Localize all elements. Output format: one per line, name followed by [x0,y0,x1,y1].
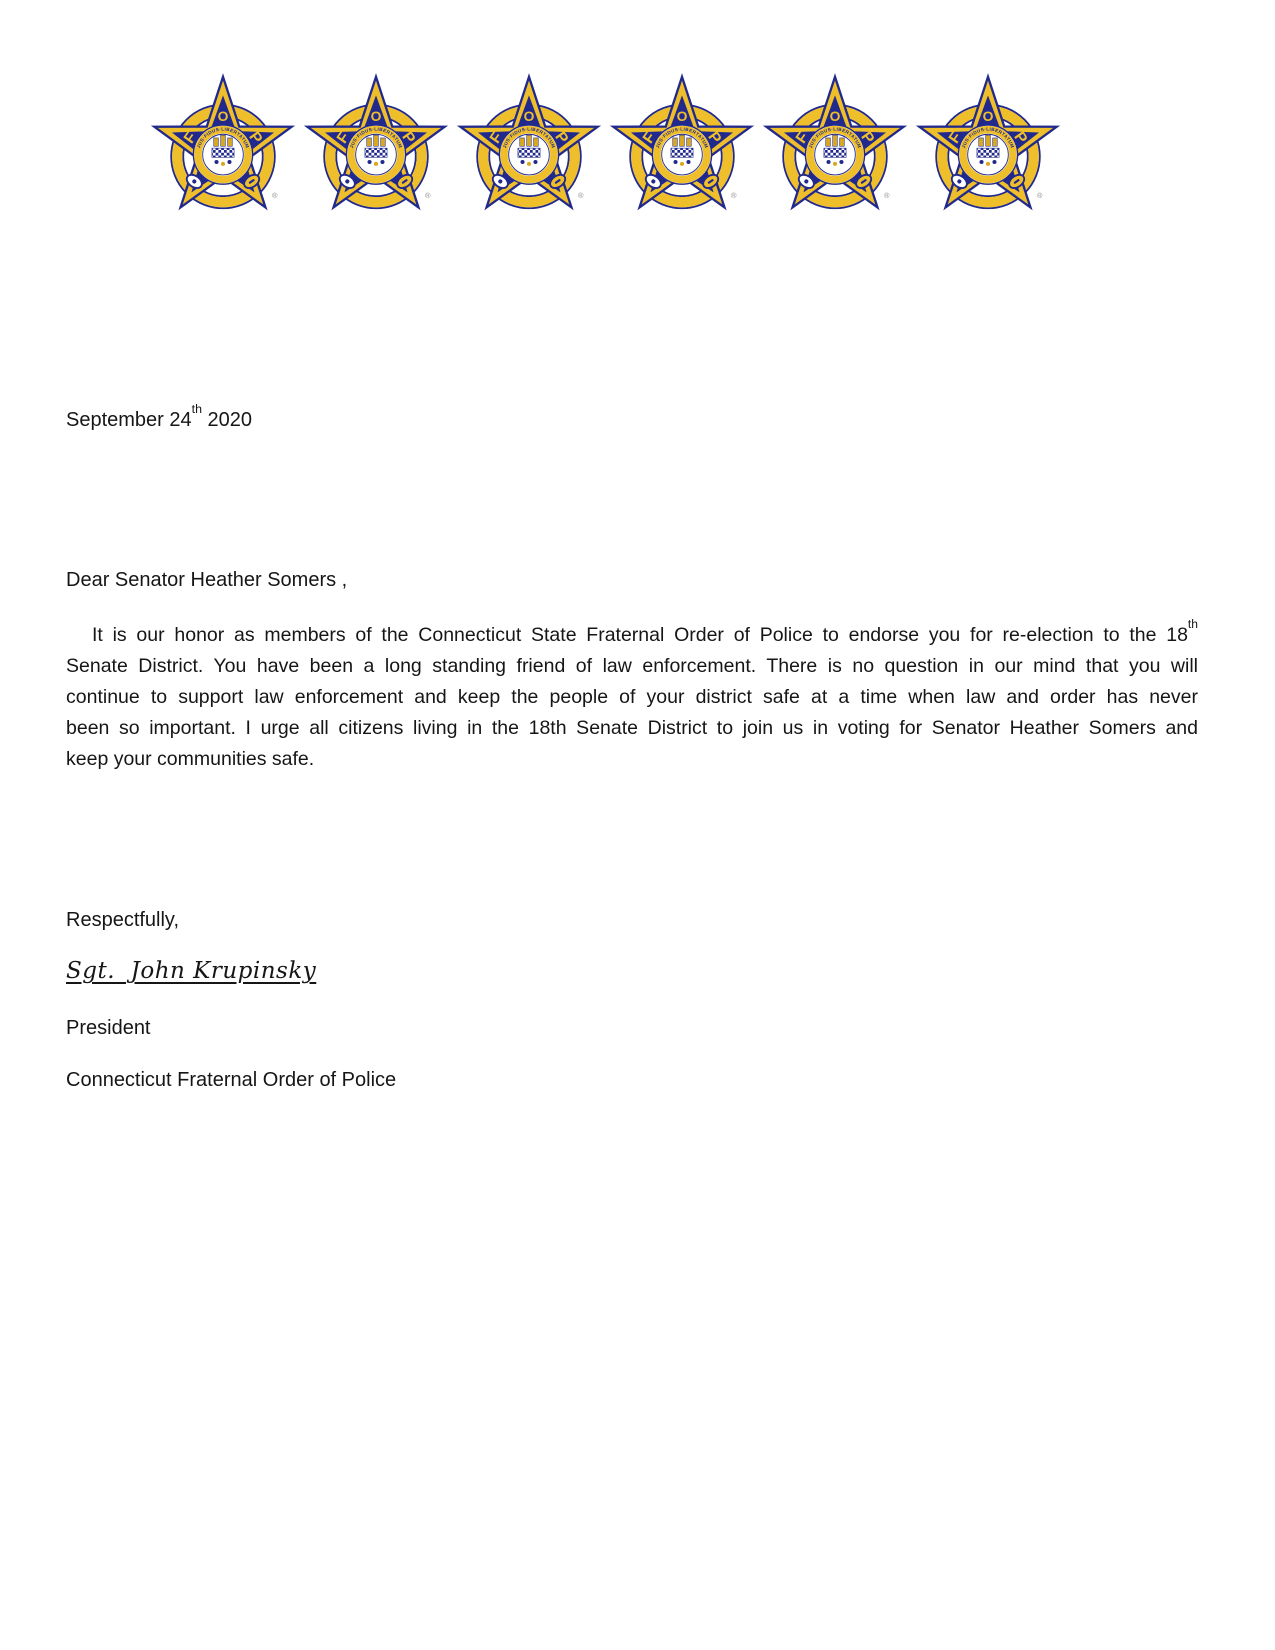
fop-badge-logo [761,66,909,221]
letter-date [66,401,253,432]
fop-badge-logo [149,66,297,221]
body-line-1 [66,617,1198,651]
date-year: 2020 [201,409,253,431]
body-line-5: keep your communities safe. [66,748,315,770]
fop-badge-logo [608,66,756,221]
district-ordinal-suffix: th [1187,617,1198,632]
signer-title: President [66,1017,151,1039]
fop-badge-logo [302,66,450,221]
date-ordinal-suffix: th [191,401,202,416]
body-line-1-text: It is our honor as members of the Connecticut State Fraternal Order of Police to endorse you for re-election to the 18 [92,624,1188,646]
body-paragraph [66,617,1198,775]
fop-logo-row [149,66,1062,221]
salutation: Dear Senator Heather Somers , [66,569,348,591]
date-text: September 24 [66,409,192,431]
body-line-4: been so important. I urge all citizens living in the 18th Senate District to join us in voting for Senator Heather Somers and [66,717,1198,739]
body-line-2: Senate District. You have been a long standing friend of law enforcement. There is no question in our mind that you will [66,655,1198,677]
closing: Respectfully, [66,909,180,931]
signature: Sgt. John Krupinsky [66,958,317,984]
body-line-3: continue to support law enforcement and keep the people of your district safe at a time when law and order has never [66,686,1198,708]
fop-badge-logo [455,66,603,221]
fop-badge-logo [914,66,1062,221]
organization-name: Connecticut Fraternal Order of Police [66,1069,397,1091]
